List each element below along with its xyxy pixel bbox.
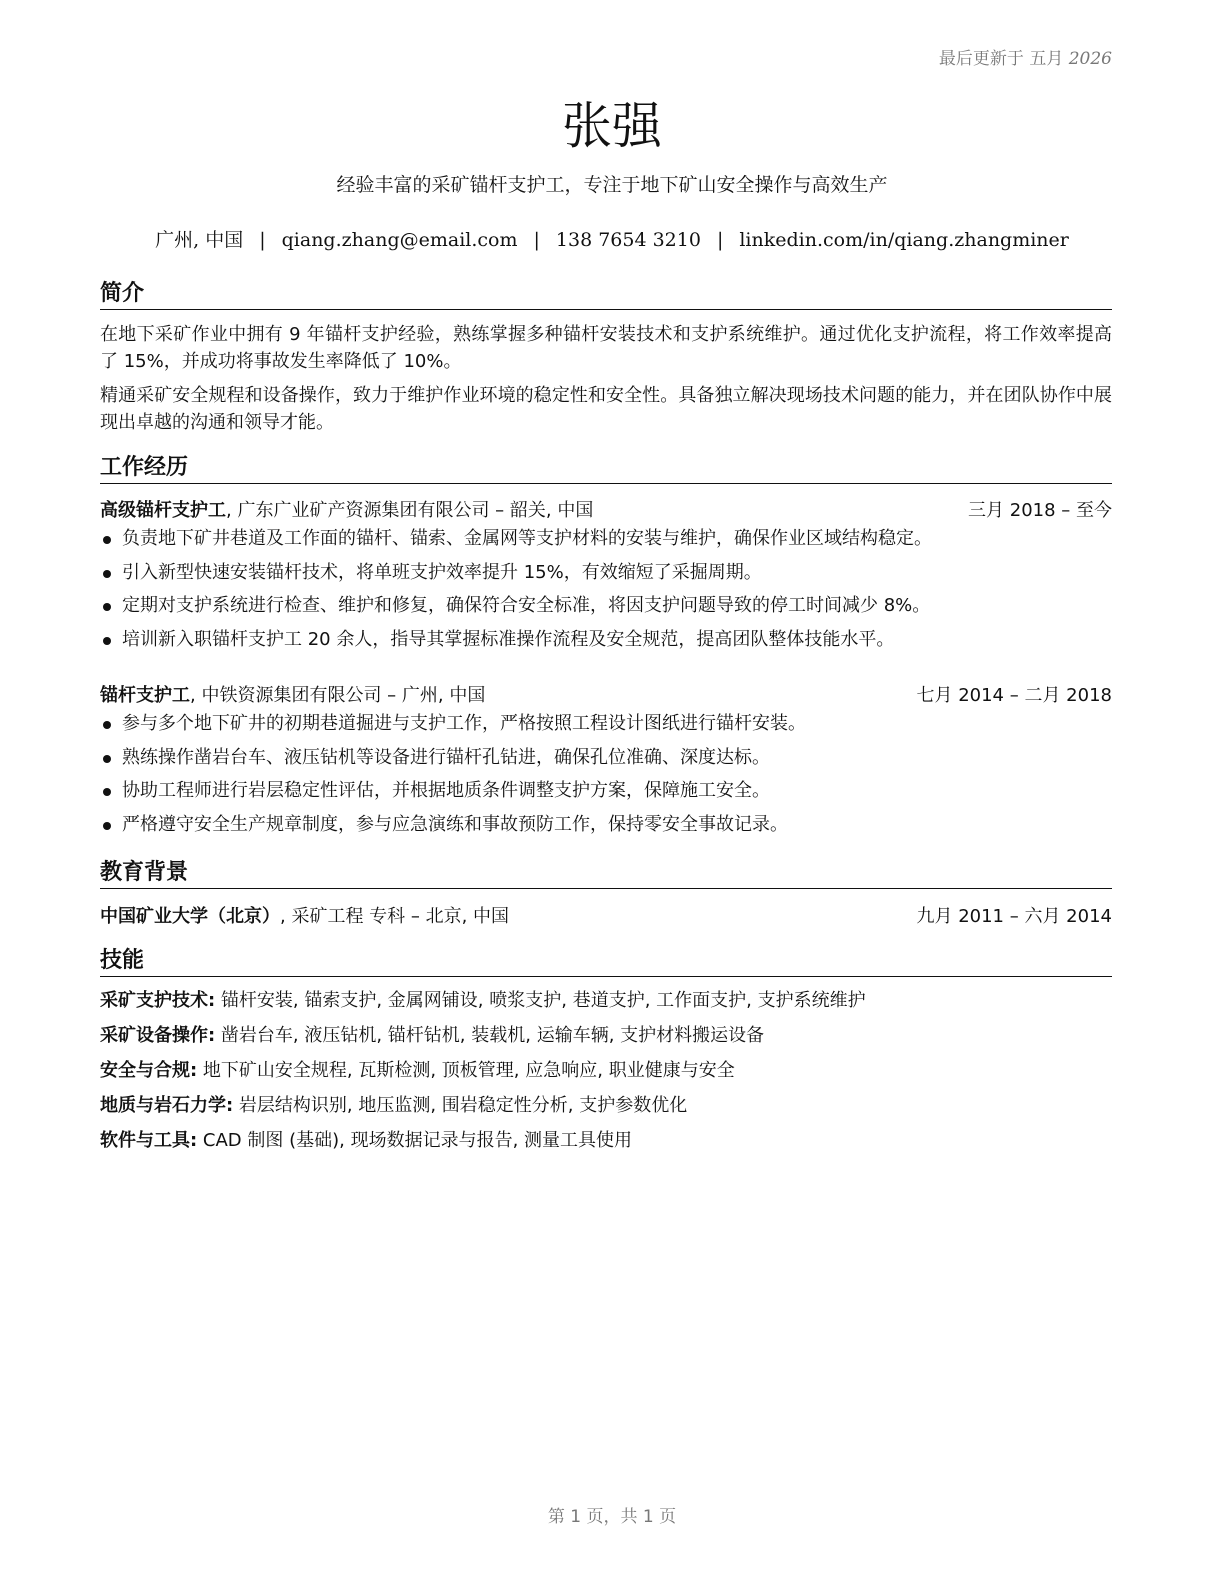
contact-phone: 138 7654 3210 <box>555 229 701 251</box>
skill-row <box>100 1018 1112 1053</box>
contact-separator: | <box>259 229 266 251</box>
summary-paragraph: 精通采矿安全规程和设备操作，致力于维护作业环境的稳定性和安全性。具备独立解决现场技术问题的能力，并在团队协作中展现出卓越的沟通和领导才能。 <box>100 385 1112 433</box>
skill-value: 地下矿山安全规程, 瓦斯检测, 顶板管理, 应急响应, 职业健康与安全 <box>197 1060 735 1081</box>
last-updated <box>939 44 1112 69</box>
job-bullet: 协助工程师进行岩层稳定性评估，并根据地质条件调整支护方案，保障施工安全。 <box>100 774 1112 808</box>
education-entry <box>100 902 1112 928</box>
job-dates: 三月 2018 – 至今 <box>968 500 1112 521</box>
contact-separator: | <box>533 229 540 251</box>
tagline: 经验丰富的采矿锚杆支护工，专注于地下矿山安全操作与高效生产 <box>336 174 888 196</box>
contact-linkedin[interactable]: linkedin.com/in/qiang.zhangminer <box>739 229 1069 251</box>
job-bullet: 严格遵守安全生产规章制度，参与应急演练和事故预防工作，保持零安全事故记录。 <box>100 808 1112 842</box>
job-bullet: 引入新型快速安装锚杆技术，将单班支护效率提升 15%，有效缩短了采掘周期。 <box>100 556 1112 590</box>
skill-row <box>100 1053 1112 1088</box>
skill-row <box>100 1123 1112 1158</box>
skills-list <box>100 983 1112 1158</box>
contact-location: 广州, 中国 <box>155 229 244 251</box>
summary-paragraph: 在地下采矿作业中拥有 9 年锚杆支护经验，熟练掌握多种锚杆安装技术和支护系统维护。通过优化支护流程，将工作效率提高了 15%，并成功将事故发生率降低了 10%。 <box>100 324 1112 372</box>
job-org: , 中铁资源集团有限公司 – 广州, 中国 <box>190 685 486 706</box>
last-updated-label: 最后更新于 五月 <box>938 49 1064 69</box>
skill-value: CAD 制图 (基础), 现场数据记录与报告, 测量工具使用 <box>197 1130 633 1151</box>
job-header <box>100 496 1112 522</box>
job-dates: 七月 2014 – 二月 2018 <box>916 685 1112 706</box>
skill-row <box>100 1088 1112 1123</box>
contact-line <box>0 225 1224 252</box>
skill-label: 采矿设备操作: <box>100 1025 216 1046</box>
skill-label: 采矿支护技术: <box>100 990 216 1011</box>
education-school: 中国矿业大学（北京） <box>100 906 280 927</box>
skill-value: 锚杆安装, 锚索支护, 金属网铺设, 喷浆支护, 巷道支护, 工作面支护, 支护系统维护 <box>215 990 866 1011</box>
skill-row <box>100 983 1112 1018</box>
job-bullets <box>100 522 1112 656</box>
job-header <box>100 681 1112 707</box>
skill-label: 地质与岩石力学: <box>100 1095 234 1116</box>
job-bullet: 参与多个地下矿井的初期巷道掘进与支护工作，严格按照工程设计图纸进行锚杆安装。 <box>100 707 1112 741</box>
education-dates: 九月 2011 – 六月 2014 <box>916 906 1112 927</box>
page-number-footer: 第 1 页，共 1 页 <box>547 1507 677 1527</box>
education-detail: , 采矿工程 专科 – 北京, 中国 <box>280 906 510 927</box>
skill-value: 凿岩台车, 液压钻机, 锚杆钻机, 装载机, 运输车辆, 支护材料搬运设备 <box>215 1025 765 1046</box>
job-org: , 广东广业矿产资源集团有限公司 – 韶关, 中国 <box>226 500 594 521</box>
skill-label: 软件与工具: <box>100 1130 198 1151</box>
section-title-experience: 工作经历 <box>100 450 1112 484</box>
job-bullet: 培训新入职锚杆支护工 20 余人，指导其掌握标准操作流程及安全规范，提高团队整体技能水平。 <box>100 623 1112 657</box>
section-title-summary: 简介 <box>100 276 1112 310</box>
job-bullets <box>100 707 1112 841</box>
job-bullet: 定期对支护系统进行检查、维护和修复，确保符合安全标准，将因支护问题导致的停工时间减少 8%。 <box>100 589 1112 623</box>
section-title-education: 教育背景 <box>100 855 1112 889</box>
candidate-name: 张强 <box>562 97 662 155</box>
skill-label: 安全与合规: <box>100 1060 198 1081</box>
last-updated-year: 2026 <box>1068 49 1112 69</box>
skill-value: 岩层结构识别, 地压监测, 围岩稳定性分析, 支护参数优化 <box>233 1095 688 1116</box>
job-bullet: 熟练操作凿岩台车、液压钻机等设备进行锚杆孔钻进，确保孔位准确、深度达标。 <box>100 741 1112 775</box>
job-bullet: 负责地下矿井巷道及工作面的锚杆、锚索、金属网等支护材料的安装与维护，确保作业区域结构稳定。 <box>100 522 1112 556</box>
section-title-skills: 技能 <box>100 943 1112 977</box>
contact-email[interactable]: qiang.zhang@email.com <box>281 229 518 251</box>
job-role: 高级锚杆支护工 <box>100 500 226 521</box>
job-role: 锚杆支护工 <box>100 685 190 706</box>
contact-separator: | <box>716 229 724 251</box>
